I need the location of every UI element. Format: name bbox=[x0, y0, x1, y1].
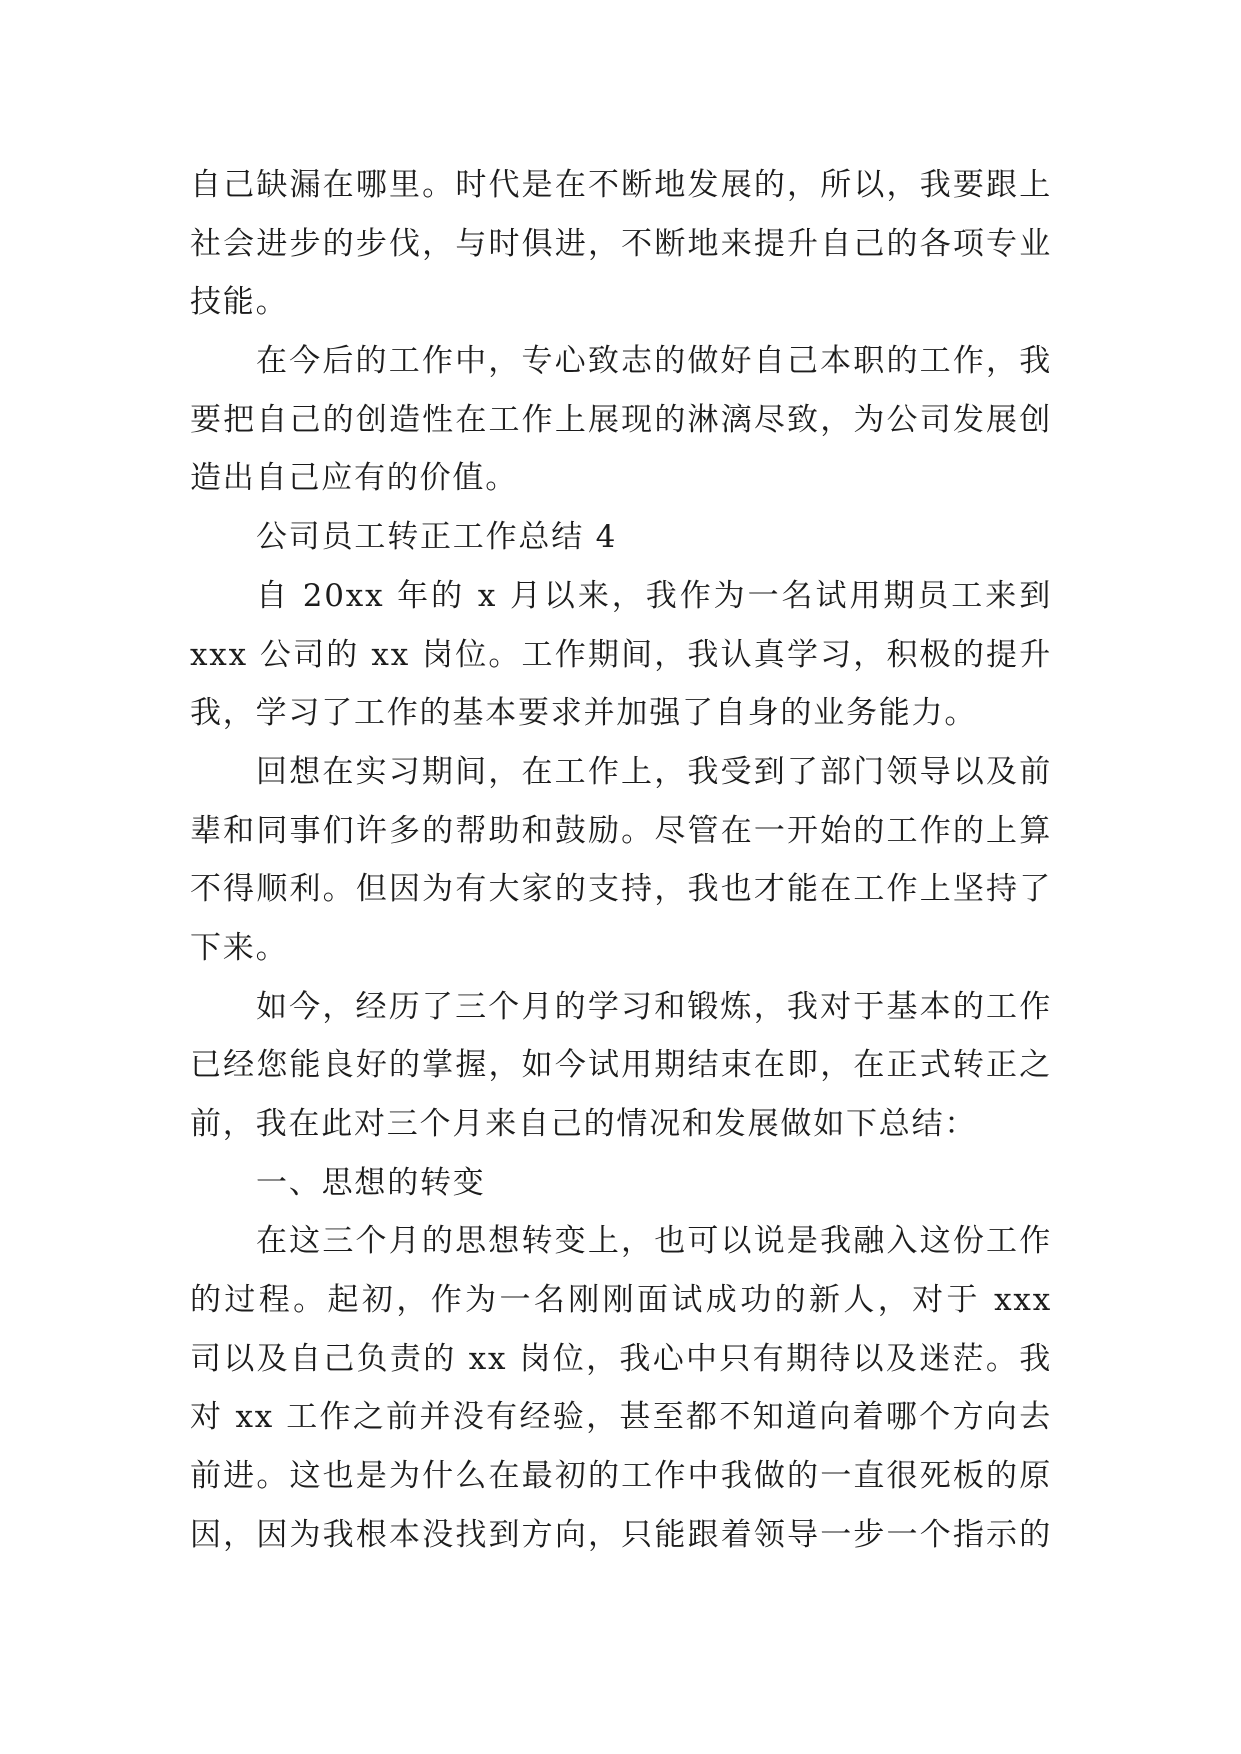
text-line: 前，我在此对三个月来自己的情况和发展做如下总结： bbox=[190, 1106, 978, 1142]
text-line: 前进。这也是为什么在最初的工作中我做的一直很死板的原 bbox=[190, 1458, 1052, 1495]
text-line: 我，学习了工作的基本要求并加强了自身的业务能力。 bbox=[190, 695, 978, 732]
text-line: 要把自己的创造性在工作上展现的淋漓尽致，为公司发展创 bbox=[190, 401, 1052, 438]
text-line: 已经您能良好的掌握，如今试用期结束在即，在正式转正之 bbox=[190, 1047, 1052, 1084]
paragraph bbox=[190, 156, 1052, 332]
text-line: 在今后的工作中，专心致志的做好自己本职的工作，我 bbox=[256, 343, 1052, 380]
paragraph bbox=[190, 743, 1052, 978]
text-line: 下来。 bbox=[190, 929, 289, 966]
text-line: 司以及自己负责的 xx 岗位，我心中只有期待以及迷茫。我 bbox=[190, 1340, 1052, 1377]
text-line: xxx 公司的 xx 岗位。工作期间，我认真学习，积极的提升 bbox=[190, 636, 1052, 673]
text-line: 造出自己应有的价值。 bbox=[190, 460, 518, 497]
text-line: 的过程。起初，作为一名刚刚面试成功的新人，对于 xxx bbox=[190, 1282, 1052, 1319]
paragraph bbox=[190, 567, 1052, 743]
text-line: 社会进步的步伐，与时俱进，不断地来提升自己的各项专业 bbox=[190, 225, 1052, 262]
text-line: 技能。 bbox=[190, 284, 289, 321]
paragraph bbox=[190, 978, 1052, 1154]
text-line: 在这三个月的思想转变上，也可以说是我融入这份工作 bbox=[256, 1223, 1052, 1260]
section-heading-text: 一、思想的转变 bbox=[256, 1164, 486, 1201]
section-title-text: 公司员工转正工作总结 4 bbox=[256, 519, 618, 556]
section-title bbox=[190, 508, 1052, 567]
text-line: 回想在实习期间，在工作上，我受到了部门领导以及前 bbox=[256, 753, 1052, 790]
text-line: 自 20xx 年的 x 月以来，我作为一名试用期员工来到 bbox=[256, 577, 1052, 614]
text-line: 不得顺利。但因为有大家的支持，我也才能在工作上坚持了 bbox=[190, 871, 1052, 908]
paragraph bbox=[190, 332, 1052, 508]
text-line: 辈和同事们许多的帮助和鼓励。尽管在一开始的工作的上算 bbox=[190, 812, 1052, 849]
text-line: 因，因为我根本没找到方向，只能跟着领导一步一个指示的 bbox=[190, 1516, 1052, 1553]
section-heading bbox=[190, 1154, 1052, 1213]
text-line: 自己缺漏在哪里。时代是在不断地发展的，所以，我要跟上 bbox=[190, 167, 1052, 203]
document-body bbox=[190, 156, 1052, 1565]
paragraph bbox=[190, 1212, 1052, 1564]
text-line: 如今，经历了三个月的学习和锻炼，我对于基本的工作 bbox=[256, 988, 1052, 1025]
text-line: 对 xx 工作之前并没有经验，甚至都不知道向着哪个方向去 bbox=[190, 1399, 1052, 1436]
